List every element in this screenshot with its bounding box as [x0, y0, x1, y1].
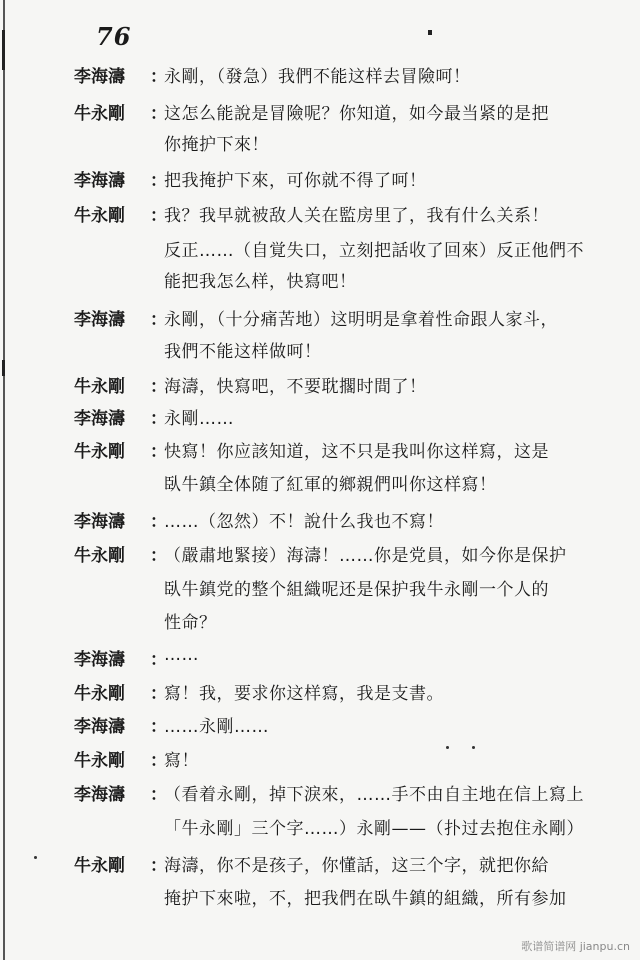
- dialogue-line: （嚴肅地緊接）海濤！……你是党員，如今你是保护: [164, 546, 567, 566]
- speaker-colon: ：: [150, 442, 167, 462]
- speaker-name: 李海濤: [74, 512, 125, 532]
- speaker-name: 李海濤: [74, 785, 125, 805]
- speaker-colon: ：: [150, 409, 167, 429]
- speaker-colon: ：: [150, 171, 167, 191]
- dialogue-line: 永剛，（發急）我們不能这样去冒險呵！: [164, 67, 471, 87]
- speaker-name: 牛永剛: [74, 104, 125, 124]
- speaker-colon: ：: [150, 512, 167, 532]
- speaker-name: 李海濤: [74, 650, 125, 670]
- dialogue-line: 我？我早就被敌人关在監房里了，我有什么关系！: [164, 206, 549, 226]
- dialogue-line: 海濤，快寫吧，不要耽擱时間了！: [164, 377, 427, 397]
- print-speck: [428, 30, 432, 35]
- dialogue-line: 寫！: [164, 751, 199, 771]
- dialogue-line: ……永剛……: [164, 717, 269, 737]
- dialogue-line: 臥牛鎮全体随了紅軍的鄉親們叫你这样寫！: [164, 475, 497, 495]
- dialogue-line: 我們不能这样做呵！: [164, 342, 322, 362]
- page-edge-mark: [2, 30, 5, 70]
- dialogue-line: 反正……（自覚失口，立刻把話收了回來）反正他們不: [164, 241, 584, 261]
- speaker-colon: ：: [150, 104, 167, 124]
- speaker-name: 牛永剛: [74, 546, 125, 566]
- dialogue-line: 把我掩护下來，可你就不得了呵！: [164, 171, 427, 191]
- speaker-name: 牛永剛: [74, 684, 125, 704]
- speaker-name: 李海濤: [74, 310, 125, 330]
- dialogue-line: 永剛，（十分痛苦地）这明明是拿着性命跟人家斗，: [164, 310, 558, 330]
- speaker-name: 李海濤: [74, 717, 125, 737]
- speaker-colon: ：: [150, 67, 167, 87]
- speaker-colon: ：: [150, 717, 167, 737]
- speaker-name: 牛永剛: [74, 206, 125, 226]
- speaker-name: 牛永剛: [74, 856, 125, 876]
- print-speck: [446, 746, 449, 749]
- speaker-colon: ：: [150, 856, 167, 876]
- dialogue-line: ……: [164, 645, 199, 665]
- dialogue-line: 掩护下來啦，不，把我們在臥牛鎮的組織，所有参加: [164, 889, 567, 909]
- dialogue-line: ……（忽然）不！說什么我也不寫！: [164, 512, 444, 532]
- dialogue-line: 永剛……: [164, 409, 234, 429]
- speaker-colon: ：: [150, 650, 167, 670]
- dialogue-line: 快寫！你应該知道，这不只是我叫你这样寫，这是: [164, 442, 549, 462]
- dialogue-line: 「牛永剛」三个字……）永剛——（扑过去抱住永剛）: [164, 819, 584, 839]
- dialogue-line: 你掩护下來！: [164, 135, 269, 155]
- dialogue-line: 臥牛鎮党的整个組織呢还是保护我牛永剛一个人的: [164, 580, 549, 600]
- speaker-colon: ：: [150, 546, 167, 566]
- speaker-colon: ：: [150, 751, 167, 771]
- speaker-name: 李海濤: [74, 409, 125, 429]
- speaker-name: 李海濤: [74, 171, 125, 191]
- page-edge-line: [3, 0, 5, 960]
- dialogue-line: 寫！我，要求你这样寫，我是支書。: [164, 684, 444, 704]
- dialogue-line: 这怎么能說是冒險呢？你知道，如今最当紧的是把: [164, 104, 549, 124]
- speaker-colon: ：: [150, 206, 167, 226]
- speaker-colon: ：: [150, 310, 167, 330]
- page-number: 76: [96, 22, 132, 51]
- dialogue-line: 能把我怎么样，快寫吧！: [164, 272, 357, 292]
- dialogue-line: 性命？: [164, 613, 217, 633]
- speaker-name: 牛永剛: [74, 377, 125, 397]
- print-speck: [34, 856, 37, 859]
- speaker-name: 李海濤: [74, 67, 125, 87]
- page-edge-mark: [2, 360, 5, 376]
- speaker-name: 牛永剛: [74, 442, 125, 462]
- dialogue-line: 海濤，你不是孩子，你懂話，这三个字，就把你給: [164, 856, 549, 876]
- speaker-colon: ：: [150, 785, 167, 805]
- watermark: 歌谱简谱网 jianpu.cn: [521, 940, 630, 953]
- speaker-colon: ：: [150, 684, 167, 704]
- speaker-colon: ：: [150, 377, 167, 397]
- speaker-name: 牛永剛: [74, 751, 125, 771]
- dialogue-line: （看着永剛，掉下淚來，……手不由自主地在信上寫上: [164, 785, 584, 805]
- print-speck: [472, 746, 475, 749]
